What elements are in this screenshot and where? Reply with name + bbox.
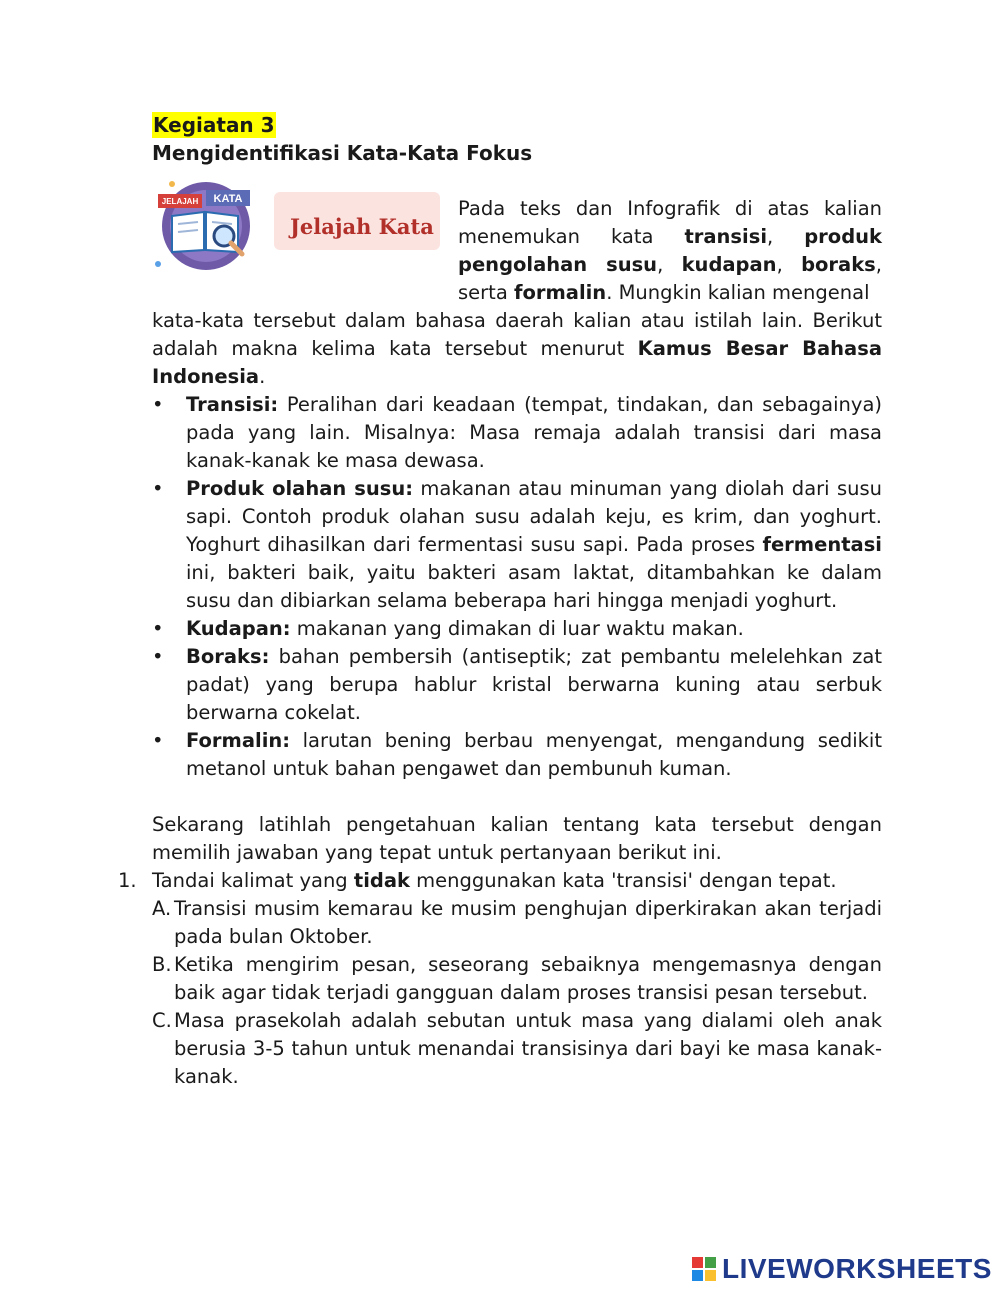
activity-title: Mengidentifikasi Kata-Kata Fokus (152, 141, 533, 165)
question-text: Tandai kalimat yang tidak menggunakan kata 'transisi' dengan tepat. (152, 869, 837, 892)
question-number: 1. (118, 869, 137, 892)
intro-paragraph-top: Pada teks dan Infografik di atas kalian menemukan kata transisi, produk pengolahan susu, kudapan, boraks, serta formalin. Mungkin kalian mengenal (458, 197, 882, 304)
definition-item: • Formalin: larutan bening berbau menyengat, mengandung sedikit metanol untuk bahan pengawet dan pembunuh kuman. (152, 729, 882, 780)
definition-item: • Boraks: bahan pembersih (antiseptik; zat pembantu melelehkan zat padat) yang berupa hablur kristal berwarna kuning atau serbuk berwarna cokelat. (152, 645, 882, 724)
intro-paragraph-bottom: kata-kata tersebut dalam bahasa daerah kalian atau istilah lain. Berikut adalah makna kelima kata tersebut menurut Kamus Besar Bahasa Indonesia. (152, 309, 882, 388)
option-c[interactable]: C. Masa prasekolah adalah sebutan untuk masa yang dialami oleh anak berusia 3-5 tahun untuk menandai transisinya dari bayi ke masa kanak-kanak. (152, 1009, 882, 1088)
definition-list (152, 391, 882, 783)
instruction-paragraph: Sekarang latihlah pengetahuan kalian tentang kata tersebut dengan memilih jawaban yang tepat untuk pertanyaan berikut ini. (152, 813, 882, 864)
definition-item: • Produk olahan susu: makanan atau minuman yang diolah dari susu sapi. Contoh produk olahan susu adalah keju, es krim, dan yoghurt. Yoghurt dihasilkan dari fermentasi susu sapi. Pada proses fermentasi ini, bakteri baik, yaitu bakteri asam laktat, ditambahkan ke dalam susu dan dibiarkan selama beberapa hari hingga menjadi yoghurt. (152, 477, 882, 612)
option-a[interactable]: A. Transisi musim kemarau ke musim penghujan diperkirakan akan terjadi pada bulan Oktober. (152, 897, 882, 948)
option-b[interactable]: B. Ketika mengirim pesan, seseorang sebaiknya mengemasnya dengan baik agar tidak terjadi gangguan dalam proses transisi pesan tersebut. (152, 953, 882, 1004)
badge-small-left-text: JELAJAH (161, 197, 199, 206)
badge-small-right-text: KATA (213, 193, 243, 205)
definition-item: • Transisi: Peralihan dari keadaan (tempat, tindakan, dan sebagainya) pada yang lain. Misalnya: Masa remaja adalah transisi dari masa kanak-kanak ke masa dewasa. (152, 393, 882, 472)
definition-item: • Kudapan: makanan yang dimakan di luar waktu makan. (152, 617, 744, 640)
activity-label: Kegiatan 3 (153, 113, 275, 137)
liveworksheets-logo-text: LIVEWORKSHEETS (722, 1253, 992, 1284)
liveworksheets-logo-icon (690, 1254, 720, 1284)
answer-options (152, 895, 882, 1091)
liveworksheets-logo[interactable] (690, 1252, 992, 1286)
badge-label: Jelajah Kata (290, 214, 434, 239)
